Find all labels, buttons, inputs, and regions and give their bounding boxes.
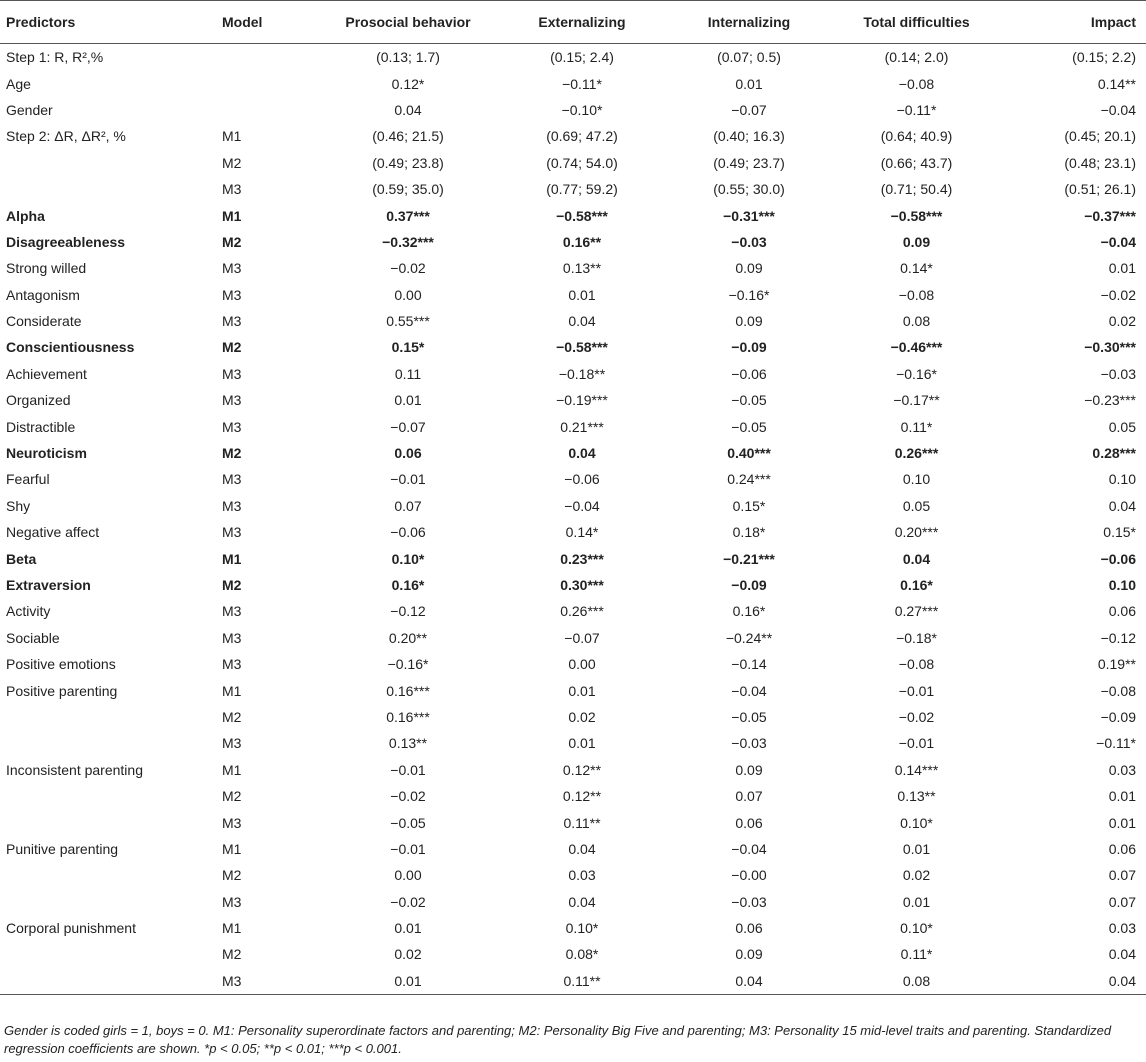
predictor-cell: Distractible <box>6 418 76 435</box>
prosocial-behavior-cell: 0.16* <box>391 577 425 593</box>
predictor-cell: Organized <box>6 392 71 409</box>
internalizing-cell: −0.05 <box>731 392 767 409</box>
externalizing-cell: −0.04 <box>564 497 600 514</box>
model-cell: M3 <box>222 313 242 330</box>
model-cell: M3 <box>222 260 242 277</box>
table-row <box>0 968 1146 995</box>
predictor-cell <box>0 176 222 202</box>
total-difficulties-cell: 0.16* <box>900 577 933 593</box>
externalizing-cell: 0.01 <box>568 682 596 699</box>
total-difficulties-cell: 0.01 <box>902 840 931 857</box>
prosocial-behavior-cell: 0.06 <box>394 445 422 462</box>
prosocial-behavior-cell: 0.00 <box>394 286 422 303</box>
prosocial-behavior-cell: 0.37*** <box>386 207 430 224</box>
predictor-cell: Sociable <box>6 629 60 646</box>
internalizing-cell: 0.09 <box>735 313 763 330</box>
internalizing-cell: 0.01 <box>735 75 763 92</box>
impact-cell: 0.06 <box>1108 603 1136 620</box>
predictor-cell: Step 1: R, R²,% <box>6 49 104 66</box>
total-difficulties-cell: −0.17** <box>893 392 940 409</box>
total-difficulties-cell: 0.27*** <box>894 603 939 620</box>
impact-cell: (0.51; 26.1) <box>1064 181 1136 198</box>
impact-cell: 0.04 <box>1001 968 1146 995</box>
impact-cell: 0.04 <box>1108 946 1136 963</box>
impact-cell: 0.03 <box>1108 761 1136 778</box>
col-header-internalizing: Internalizing <box>666 1 832 44</box>
internalizing-cell: 0.16* <box>732 603 766 620</box>
externalizing-cell: −0.19*** <box>556 392 608 409</box>
internalizing-cell: 0.06 <box>735 920 763 937</box>
table-row <box>0 202 1146 228</box>
predictor-cell <box>0 968 222 995</box>
model-cell: M2 <box>222 867 242 884</box>
prosocial-behavior-cell: −0.02 <box>390 788 426 805</box>
externalizing-cell: 0.04 <box>568 893 596 910</box>
predictor-cell: Negative affect <box>6 524 100 541</box>
model-cell: M2 <box>222 577 242 593</box>
impact-cell: −0.12 <box>1100 629 1136 646</box>
impact-cell: 0.14** <box>1097 75 1136 92</box>
model-cell: M1 <box>222 550 242 567</box>
table-row <box>0 334 1146 360</box>
total-difficulties-cell: 0.09 <box>902 233 931 250</box>
externalizing-cell: 0.26*** <box>560 603 604 620</box>
predictor-cell: Gender <box>6 101 53 118</box>
internalizing-cell: 0.40*** <box>727 445 771 462</box>
model-cell: M1 <box>222 920 242 937</box>
internalizing-cell: −0.04 <box>731 682 767 699</box>
model-cell: M3 <box>222 286 242 303</box>
table-row <box>0 915 1146 941</box>
col-header-externalizing: Externalizing <box>498 1 666 44</box>
table-row <box>0 308 1146 334</box>
impact-cell: 0.04 <box>1108 497 1136 514</box>
model-cell: M3 <box>222 735 242 752</box>
impact-cell: (0.45; 20.1) <box>1064 128 1136 145</box>
model-cell: M2 <box>222 154 242 171</box>
impact-cell: 0.03 <box>1108 920 1136 937</box>
model-cell: M3 <box>222 524 242 541</box>
prosocial-behavior-cell: (0.59; 35.0) <box>372 181 444 198</box>
prosocial-behavior-cell: −0.12 <box>390 603 426 620</box>
table-row <box>0 70 1146 96</box>
impact-cell: −0.11* <box>1096 735 1136 752</box>
predictor-cell: Extraversion <box>6 577 91 593</box>
externalizing-cell: 0.08* <box>565 946 599 963</box>
predictor-cell: Disagreeableness <box>6 233 126 250</box>
externalizing-cell: 0.14* <box>565 524 599 541</box>
internalizing-cell: 0.24*** <box>727 471 771 488</box>
total-difficulties-cell: 0.11* <box>900 946 933 963</box>
predictor-cell: Corporal punishment <box>6 920 136 937</box>
externalizing-cell: −0.07 <box>564 629 600 646</box>
total-difficulties-cell: 0.10* <box>900 920 933 937</box>
model-cell: M1 <box>222 128 242 145</box>
predictor-cell: Antagonism <box>6 286 80 303</box>
prosocial-behavior-cell: 0.15* <box>391 339 425 356</box>
impact-cell: −0.30*** <box>1084 339 1136 356</box>
prosocial-behavior-cell: 0.20** <box>388 629 428 646</box>
model-cell: M3 <box>222 497 242 514</box>
table-row <box>0 809 1146 835</box>
internalizing-cell: −0.24** <box>725 629 773 646</box>
internalizing-cell: −0.07 <box>731 101 767 118</box>
predictor-cell: Neuroticism <box>6 445 87 462</box>
table-row <box>0 862 1146 888</box>
table-row <box>0 255 1146 281</box>
prosocial-behavior-cell: 0.16*** <box>386 708 430 725</box>
internalizing-cell: −0.31*** <box>723 207 775 224</box>
prosocial-behavior-cell: −0.05 <box>390 814 426 831</box>
total-difficulties-cell: 0.26*** <box>894 445 939 462</box>
internalizing-cell: −0.06 <box>731 365 767 382</box>
model-cell: M2 <box>222 946 242 963</box>
prosocial-behavior-cell: 0.01 <box>394 920 422 937</box>
predictor-cell: Positive emotions <box>6 656 116 673</box>
internalizing-cell: 0.06 <box>735 814 763 831</box>
internalizing-cell: 0.15* <box>732 497 766 514</box>
table-row <box>0 44 1146 71</box>
col-header-total-difficulties: Total difficulties <box>832 1 1001 44</box>
impact-cell: −0.03 <box>1100 365 1136 382</box>
prosocial-behavior-cell: −0.32*** <box>382 233 434 250</box>
model-cell: M3 <box>222 392 242 409</box>
externalizing-cell: −0.06 <box>564 471 600 488</box>
total-difficulties-cell: −0.46*** <box>890 339 943 356</box>
externalizing-cell: 0.12** <box>562 761 602 778</box>
impact-cell: −0.23*** <box>1084 392 1136 409</box>
prosocial-behavior-cell: −0.02 <box>390 893 426 910</box>
impact-cell: 0.19** <box>1097 656 1136 673</box>
total-difficulties-cell: −0.18* <box>896 629 937 646</box>
table-row <box>0 836 1146 862</box>
model-cell: M3 <box>222 629 242 646</box>
internalizing-cell: −0.00 <box>731 867 767 884</box>
table-row <box>0 150 1146 176</box>
impact-cell: −0.04 <box>1100 233 1136 250</box>
externalizing-cell: −0.18** <box>558 365 606 382</box>
prosocial-behavior-cell: 0.00 <box>394 867 422 884</box>
predictor-cell: Shy <box>6 497 31 514</box>
prosocial-behavior-cell: 0.10* <box>391 550 425 567</box>
model-cell: M2 <box>222 233 242 250</box>
predictor-cell: Fearful <box>6 471 50 488</box>
predictor-cell: Beta <box>6 550 37 567</box>
predictor-cell <box>0 809 222 835</box>
predictor-cell: Positive parenting <box>6 682 118 699</box>
predictor-cell: Inconsistent parenting <box>6 761 143 778</box>
internalizing-cell: −0.04 <box>731 840 767 857</box>
prosocial-behavior-cell: 0.04 <box>394 101 422 118</box>
predictor-cell <box>0 889 222 915</box>
impact-cell: −0.37*** <box>1084 207 1136 224</box>
prosocial-behavior-cell: 0.11 <box>394 365 422 382</box>
total-difficulties-cell: −0.16* <box>896 365 937 382</box>
table-row <box>0 387 1146 413</box>
internalizing-cell: −0.09 <box>731 339 767 356</box>
model-cell: M2 <box>222 788 242 805</box>
impact-cell: 0.28*** <box>1092 445 1136 462</box>
prosocial-behavior-cell: 0.13** <box>388 735 428 752</box>
table-row <box>0 757 1146 783</box>
impact-cell: 0.15* <box>1103 524 1136 541</box>
model-cell: M3 <box>222 603 242 620</box>
externalizing-cell: 0.23*** <box>560 550 604 567</box>
model-cell <box>222 44 318 71</box>
table-row <box>0 176 1146 202</box>
internalizing-cell: −0.03 <box>731 893 767 910</box>
prosocial-behavior-cell: −0.07 <box>390 418 426 435</box>
prosocial-behavior-cell: −0.01 <box>390 840 426 857</box>
internalizing-cell: (0.40; 16.3) <box>713 128 785 145</box>
predictor-cell: Achievement <box>6 365 87 382</box>
prosocial-behavior-cell: (0.13; 1.7) <box>376 49 440 66</box>
impact-cell: 0.02 <box>1108 313 1136 330</box>
model-cell <box>222 97 318 123</box>
internalizing-cell: −0.21*** <box>723 550 775 567</box>
impact-cell: 0.06 <box>1108 840 1136 857</box>
total-difficulties-cell: −0.01 <box>898 682 935 699</box>
total-difficulties-cell: 0.13** <box>897 788 936 805</box>
predictor-cell: Considerate <box>6 313 82 330</box>
table-row <box>0 704 1146 730</box>
externalizing-cell: 0.12** <box>562 788 602 805</box>
impact-cell: 0.07 <box>1108 867 1136 884</box>
total-difficulties-cell: 0.08 <box>902 313 931 330</box>
externalizing-cell: −0.10* <box>561 101 603 118</box>
externalizing-cell: 0.30*** <box>560 577 604 593</box>
externalizing-cell: −0.11* <box>562 75 602 92</box>
prosocial-behavior-cell: 0.12* <box>391 75 425 92</box>
table-row <box>0 783 1146 809</box>
internalizing-cell: −0.09 <box>731 577 767 593</box>
total-difficulties-cell: −0.01 <box>898 735 935 752</box>
externalizing-cell: 0.00 <box>568 656 596 673</box>
predictor-cell: Conscientiousness <box>6 339 135 356</box>
model-cell: M2 <box>222 339 242 356</box>
prosocial-behavior-cell: −0.02 <box>390 260 426 277</box>
impact-cell: 0.10 <box>1108 471 1136 488</box>
externalizing-cell: 0.16** <box>562 233 602 250</box>
predictor-cell <box>0 783 222 809</box>
externalizing-cell: (0.69; 47.2) <box>546 128 618 145</box>
impact-cell: (0.48; 23.1) <box>1064 154 1136 171</box>
predictor-cell: Alpha <box>6 207 45 224</box>
model-cell: M3 <box>222 365 242 382</box>
prosocial-behavior-cell: (0.49; 23.8) <box>372 154 444 171</box>
predictor-cell: Strong willed <box>6 260 87 277</box>
internalizing-cell: −0.14 <box>731 656 767 673</box>
model-cell: M3 <box>222 181 242 198</box>
col-header-impact: Impact <box>1001 1 1146 44</box>
internalizing-cell: 0.07 <box>735 788 763 805</box>
internalizing-cell: 0.09 <box>735 260 763 277</box>
total-difficulties-cell: 0.02 <box>902 867 931 884</box>
impact-cell: 0.07 <box>1108 893 1136 910</box>
table-row <box>0 440 1146 466</box>
total-difficulties-cell: −0.08 <box>898 656 935 673</box>
externalizing-cell: 0.04 <box>568 840 596 857</box>
prosocial-behavior-cell: 0.07 <box>394 497 422 514</box>
model-cell: M3 <box>222 968 318 995</box>
impact-cell: 0.01 <box>1108 814 1136 831</box>
predictor-cell <box>0 941 222 967</box>
table-row <box>0 889 1146 915</box>
prosocial-behavior-cell: −0.06 <box>390 524 426 541</box>
table-row <box>0 598 1146 624</box>
total-difficulties-cell: (0.64; 40.9) <box>880 128 953 145</box>
prosocial-behavior-cell: (0.46; 21.5) <box>372 128 444 145</box>
table-row <box>0 361 1146 387</box>
impact-cell: (0.15; 2.2) <box>1072 49 1136 66</box>
predictor-cell <box>0 730 222 756</box>
impact-cell: 0.05 <box>1108 418 1136 435</box>
externalizing-cell: 0.10* <box>565 920 599 937</box>
prosocial-behavior-cell: 0.01 <box>318 968 498 995</box>
impact-cell: 0.01 <box>1108 260 1136 277</box>
internalizing-cell: 0.18* <box>732 524 766 541</box>
model-cell: M3 <box>222 418 242 435</box>
impact-cell: −0.08 <box>1100 682 1136 699</box>
externalizing-cell: 0.02 <box>568 708 596 725</box>
predictor-cell <box>0 150 222 176</box>
model-cell: M3 <box>222 814 242 831</box>
table-row <box>0 625 1146 651</box>
impact-cell: −0.09 <box>1100 708 1136 725</box>
externalizing-cell: 0.04 <box>568 445 596 462</box>
total-difficulties-cell: −0.08 <box>898 286 935 303</box>
table-row <box>0 677 1146 703</box>
prosocial-behavior-cell: 0.16*** <box>386 682 430 699</box>
impact-cell: −0.02 <box>1100 286 1136 303</box>
internalizing-cell: (0.07; 0.5) <box>717 49 781 66</box>
table-row <box>0 493 1146 519</box>
externalizing-cell: −0.58*** <box>556 207 608 224</box>
internalizing-cell: −0.05 <box>731 418 767 435</box>
prosocial-behavior-cell: 0.01 <box>394 392 422 409</box>
total-difficulties-cell: 0.01 <box>902 893 931 910</box>
table-row <box>0 97 1146 123</box>
table-row <box>0 941 1146 967</box>
prosocial-behavior-cell: −0.16* <box>387 656 429 673</box>
externalizing-cell: 0.01 <box>568 286 596 303</box>
model-cell: M2 <box>222 708 242 725</box>
model-cell: M2 <box>222 445 242 462</box>
total-difficulties-cell: 0.08 <box>832 968 1001 995</box>
total-difficulties-cell: 0.11* <box>900 418 933 435</box>
total-difficulties-cell: (0.66; 43.7) <box>880 154 953 171</box>
table-row <box>0 730 1146 756</box>
total-difficulties-cell: −0.02 <box>898 708 935 725</box>
predictor-cell: Step 2: ΔR, ΔR², % <box>6 128 126 145</box>
internalizing-cell: −0.03 <box>731 735 767 752</box>
model-cell: M1 <box>222 207 242 224</box>
table-footnote: Gender is coded girls = 1, boys = 0. M1: Personality superordinate factors and parenting; M2: Personality Big Five and parenting; M3: Personality 15 mid-level traits and parenting. Standardized regression coefficients are shown. *p < 0.05; **p < 0.01; ***p < 0.001. <box>4 1023 1112 1056</box>
internalizing-cell: (0.49; 23.7) <box>713 154 785 171</box>
table-row <box>0 413 1146 439</box>
impact-cell: 0.01 <box>1108 788 1136 805</box>
table-row <box>0 123 1146 149</box>
predictor-cell <box>0 862 222 888</box>
total-difficulties-cell: −0.58*** <box>890 207 943 224</box>
externalizing-cell: (0.74; 54.0) <box>546 154 618 171</box>
predictor-cell: Age <box>6 75 31 92</box>
externalizing-cell: (0.77; 59.2) <box>546 181 618 198</box>
predictor-cell: Activity <box>6 603 51 620</box>
prosocial-behavior-cell: 0.55*** <box>386 313 430 330</box>
externalizing-cell: 0.11** <box>498 968 666 995</box>
internalizing-cell: 0.09 <box>735 946 763 963</box>
table-row <box>0 466 1146 492</box>
impact-cell: −0.04 <box>1100 101 1136 118</box>
impact-cell: −0.06 <box>1100 550 1136 567</box>
total-difficulties-cell: 0.14*** <box>894 761 939 778</box>
internalizing-cell: (0.55; 30.0) <box>713 181 785 198</box>
header-row <box>0 1 1146 44</box>
prosocial-behavior-cell: −0.01 <box>390 471 426 488</box>
internalizing-cell: −0.16* <box>728 286 770 303</box>
model-cell: M1 <box>222 761 242 778</box>
externalizing-cell: 0.01 <box>568 735 596 752</box>
model-cell: M1 <box>222 682 242 699</box>
total-difficulties-cell: 0.14* <box>900 260 933 277</box>
col-header-predictors: Predictors <box>0 1 222 44</box>
total-difficulties-cell: −0.11* <box>896 101 937 118</box>
externalizing-cell: −0.58*** <box>556 339 608 356</box>
externalizing-cell: 0.21*** <box>560 418 604 435</box>
prosocial-behavior-cell: 0.02 <box>394 946 422 963</box>
table-row <box>0 229 1146 255</box>
model-cell <box>222 70 318 96</box>
table-row <box>0 651 1146 677</box>
table-row <box>0 519 1146 545</box>
total-difficulties-cell: (0.71; 50.4) <box>880 181 953 198</box>
externalizing-cell: 0.13** <box>562 260 602 277</box>
externalizing-cell: 0.03 <box>568 867 596 884</box>
externalizing-cell: 0.11** <box>563 814 601 831</box>
table-row <box>0 572 1146 598</box>
impact-cell: 0.10 <box>1108 577 1136 593</box>
total-difficulties-cell: 0.20*** <box>894 524 939 541</box>
total-difficulties-cell: 0.10* <box>900 814 933 831</box>
predictor-cell <box>0 704 222 730</box>
model-cell: M3 <box>222 893 242 910</box>
total-difficulties-cell: (0.14; 2.0) <box>884 49 949 66</box>
externalizing-cell: (0.15; 2.4) <box>550 49 614 66</box>
table-row <box>0 282 1146 308</box>
prosocial-behavior-cell: −0.01 <box>390 761 426 778</box>
total-difficulties-cell: 0.05 <box>902 497 931 514</box>
internalizing-cell: 0.04 <box>666 968 832 995</box>
col-header-model: Model <box>222 1 318 44</box>
model-cell: M3 <box>222 656 242 673</box>
model-cell: M1 <box>222 840 242 857</box>
externalizing-cell: 0.04 <box>568 313 596 330</box>
internalizing-cell: −0.03 <box>731 233 767 250</box>
total-difficulties-cell: 0.10 <box>902 471 931 488</box>
internalizing-cell: 0.09 <box>735 761 763 778</box>
table-row <box>0 545 1146 571</box>
model-cell: M3 <box>222 471 242 488</box>
total-difficulties-cell: 0.04 <box>902 550 931 567</box>
predictor-cell: Punitive parenting <box>6 840 119 857</box>
total-difficulties-cell: −0.08 <box>898 75 935 92</box>
internalizing-cell: −0.05 <box>731 708 767 725</box>
table-body <box>0 44 1146 995</box>
col-header-prosocial-behavior: Prosocial behavior <box>318 1 498 44</box>
